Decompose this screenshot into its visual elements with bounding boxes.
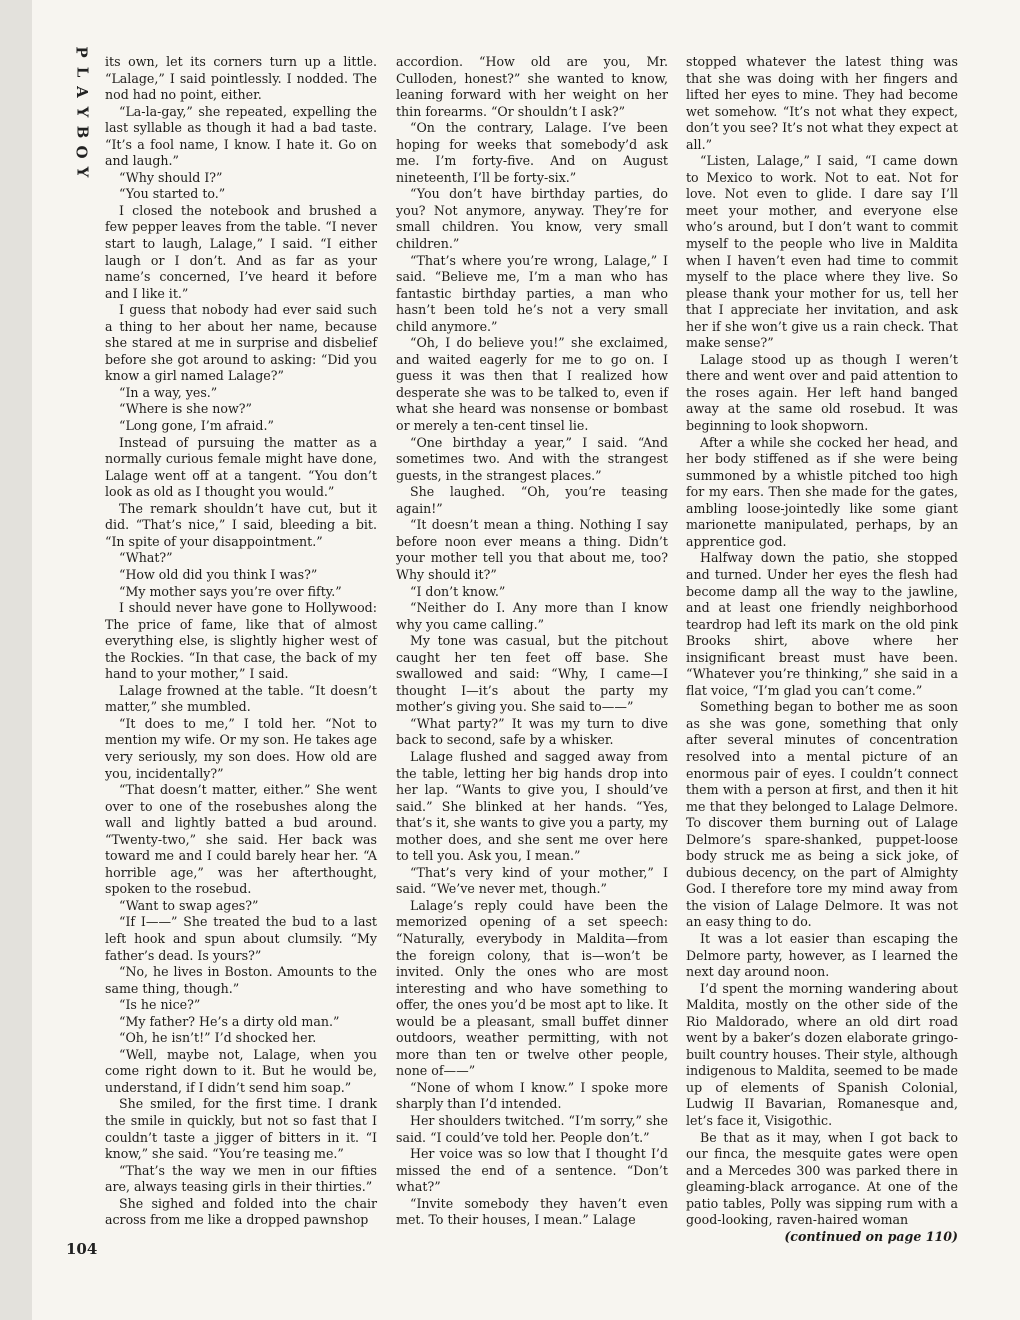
paragraph: I guess that nobody had ever said such a thing to her about her name, because she stared at me in surprise and disbelief before she got around to asking: “Did you know a girl named Lalage?” bbox=[105, 302, 377, 384]
paragraph: It was a lot easier than escaping the Delmore party, however, as I learned the next day around noon. bbox=[686, 930, 958, 980]
paragraph: “If I——” She treated the bud to a last left hook and spun about clumsily. “My father’s dead. Is yours?” bbox=[105, 914, 377, 963]
paragraph: Be that as it may, when I got back to our finca, the mesquite gates were open and a Mercedes 300 was parked there in gleaming-black arrogance. At one of the patio tables, Polly was sipping rum with a good-looking, raven-haired woman bbox=[686, 1129, 958, 1228]
brand-letter: Y bbox=[73, 106, 91, 118]
page-number: 104 bbox=[66, 1240, 98, 1258]
paragraph: “One birthday a year,” I said. “And sometimes two. And with the strangest guests, in the strangest places.” bbox=[396, 434, 668, 483]
brand-letter: A bbox=[72, 86, 91, 98]
paragraph: “Where is she now?” bbox=[119, 401, 252, 417]
paragraph: “Invite somebody they haven’t even met. To their houses, I mean.” Lalage bbox=[396, 1195, 668, 1228]
paragraph: Lalage stood up as though I weren’t there and went over and paid attention to the roses again. Her left hand banged away at the same old rosebud. It was beginning to look shopworn. bbox=[686, 351, 958, 434]
paragraph: “My mother says you’re over fifty.” bbox=[119, 583, 342, 599]
paragraph: She laughed. “Oh, you’re teasing again!” bbox=[396, 484, 668, 516]
paragraph: “Well, maybe not, Lalage, when you come right down to it. But he would be, understand, if I didn’t send him soap.” bbox=[105, 1046, 377, 1095]
paragraph: Lalage frowned at the table. “It doesn’t matter,” she mumbled. bbox=[105, 682, 377, 715]
paragraph: I’d spent the morning wandering about Maldita, mostly on the other side of the Rio Maldorado, where an old dirt road went by a baker’s dozen elaborate gringo-built country houses. Their style, although indigenous to Maldita, seemed to be made up of elements of Spanish Colonial, Ludwig II Bavarian, Romanesque and, let’s face it, Visigothic. bbox=[686, 980, 958, 1128]
brand-letter: L bbox=[72, 66, 91, 78]
paragraph: “Want to swap ages?” bbox=[119, 897, 259, 913]
paragraph: “Is he nice?” bbox=[119, 997, 201, 1013]
paragraph: “How old did you think I was?” bbox=[119, 566, 318, 582]
paragraph: accordion. “How old are you, Mr. Culloden, honest?” she wanted to know, leaning forward with her weight on her thin forearms. “Or shouldn’t I ask?” bbox=[396, 54, 668, 119]
brand-letter: B bbox=[73, 125, 91, 139]
paragraph: “You started to.” bbox=[119, 186, 226, 202]
paragraph: “Oh, he isn’t!” I’d shocked her. bbox=[119, 1030, 317, 1046]
brand-letter: P bbox=[73, 46, 91, 58]
paragraph: “Neither do I. Any more than I know why you came calling.” bbox=[396, 600, 668, 632]
paragraph: “Why should I?” bbox=[119, 169, 223, 185]
paragraph: stopped whatever the latest thing was that she was doing with her fingers and lifted her eyes to mine. They had become wet somehow. “It’s not what they expect, don’t you see? It’s not what they expect at all.” bbox=[686, 54, 958, 152]
paragraph: The remark shouldn’t have cut, but it did. “That’s nice,” I said, bleeding a bit. “In spite of your disappointment.” bbox=[105, 500, 377, 549]
magazine-brand-vertical bbox=[62, 42, 102, 182]
paragraph: “I don’t know.” bbox=[410, 583, 506, 599]
paragraph: “In a way, yes.” bbox=[119, 384, 218, 400]
paragraph: My tone was casual, but the pitchout caught her ten feet off base. She swallowed and said: “Why, I came—I thought I—it’s about the party my mother’s giving you. She said to——” bbox=[396, 633, 668, 715]
paragraph: “That doesn’t matter, either.” She went over to one of the rosebushes along the wall and lightly batted a bud around. “Twenty-two,” she said. Her back was toward me and I could barely hear her. “A horrible age,” was her afterthought, spoken to the rosebud. bbox=[105, 782, 377, 897]
brand-letter: Y bbox=[73, 166, 91, 178]
paragraph: “Listen, Lalage,” I said, “I came down to Mexico to work. Not to eat. Not for love. Not even to glide. I dare say I’ll meet your mother, and everyone else who’s around, but I don’t want to commit myself to the people who live in Maldita when I haven’t even had time to commit myself to the place where they live. So please thank your mother for us, tell her that I appreciate her invitation, and ask her if she won’t give us a rain check. That make sense?” bbox=[686, 153, 958, 351]
paragraph: “That’s where you’re wrong, Lalage,” I said. “Believe me, I’m a man who has fantastic birthday parties, a man who hasn’t been told he’s not a very small child anymore.” bbox=[396, 252, 668, 334]
paragraph: Her shoulders twitched. “I’m sorry,” she said. “I could’ve told her. People don’t.” bbox=[396, 1113, 668, 1145]
paragraph: “On the contrary, Lalage. I’ve been hoping for weeks that somebody’d ask me. I’m forty-five. And on August nineteenth, I’ll be forty-six.” bbox=[396, 120, 668, 185]
paragraph: “La-la-gay,” she repeated, expelling the last syllable as though it had a bad taste. “It’s a fool name, I know. I hate it. Go on and laugh.” bbox=[105, 103, 377, 169]
paragraph: I should never have gone to Hollywood: The price of fame, like that of almost everything else, is slightly higher west of the Rockies. “In that case, the back of my hand to your mother,” I said. bbox=[105, 600, 377, 682]
paragraph: “That’s very kind of your mother,” I said. “We’ve never met, though.” bbox=[396, 864, 668, 897]
paragraph: “What party?” It was my turn to dive back to second, safe by a whisker. bbox=[396, 715, 668, 748]
paragraph: “What?” bbox=[119, 550, 173, 566]
paragraph: “That’s the way we men in our fifties are, always teasing girls in their thirties.” bbox=[105, 1162, 377, 1195]
paragraph: Halfway down the patio, she stopped and turned. Under her eyes the flesh had become damp all the way to the jawline, and at least one friendly neighborhood teardrop had left its mark on the old pink Brooks shirt, above where her insignificant breast must have been. “Whatever you’re thinking,” she said in a flat voice, “I’m glad you can’t come.” bbox=[686, 550, 958, 698]
paragraph: She smiled, for the first time. I drank the smile in quickly, but not so fast that I couldn’t taste a jigger of bitters in it. “I know,” she said. “You’re teasing me.” bbox=[105, 1096, 377, 1162]
text-column-3 bbox=[686, 54, 958, 1245]
paragraph: “You don’t have birthday parties, do you? Not anymore, anyway. They’re for small children. You know, very small children.” bbox=[396, 186, 668, 252]
paragraph: I closed the notebook and brushed a few pepper leaves from the table. “I never start to laugh, Lalage,” I said. “I either laugh or I don’t. And as far as your name’s concerned, I’ve heard it before and I like it.” bbox=[105, 202, 377, 301]
paragraph: Something began to bother me as soon as she was gone, something that only after several minutes of concentration resolved into a mental picture of an enormous pair of eyes. I couldn’t connect them with a person at first, and then it hit me that they belonged to Lalage Delmore. To discover them burning out of Lalage Delmore’s spare-shanked, puppet-loose body struck me as being a sick joke, of dubious decency, on the part of Almighty God. I therefore tore my mind away from the vision of Lalage Delmore. It was not an easy thing to do. bbox=[686, 699, 958, 930]
paragraph: She sighed and folded into the chair across from me like a dropped pawnshop bbox=[105, 1195, 377, 1228]
text-column-2 bbox=[396, 54, 668, 1229]
paragraph: Lalage flushed and sagged away from the table, letting her big hands drop into her lap. “Wants to give you, I should’ve said.” She blinked at her hands. “Yes, that’s it, she wants to give you a party, my mother does, and she sent me over here to tell you. Ask you, I mean.” bbox=[396, 748, 668, 864]
paragraph: its own, let its corners turn up a little. “Lalage,” I said pointlessly. I nodded. The nod had no point, either. bbox=[105, 54, 377, 103]
paragraph: “My father? He’s a dirty old man.” bbox=[119, 1013, 340, 1029]
continuation-note: (continued on page 110) bbox=[784, 1228, 958, 1244]
brand-letter: O bbox=[72, 145, 91, 159]
paragraph: “None of whom I know.” I spoke more sharply than I’d intended. bbox=[396, 1079, 668, 1112]
paragraph: “It doesn’t mean a thing. Nothing I say before noon ever means a thing. Didn’t your mother tell you that about me, too? Why should it?” bbox=[396, 517, 668, 582]
text-column-1 bbox=[105, 54, 377, 1229]
paragraph: Her voice was so low that I thought I’d missed the end of a sentence. “Don’t what?” bbox=[396, 1146, 668, 1195]
paragraph: Instead of pursuing the matter as a normally curious female might have done, Lalage went off at a tangent. “You don’t look as old as I thought you would.” bbox=[105, 434, 377, 500]
paragraph: “It does to me,” I told her. “Not to mention my wife. Or my son. He takes age very seriously, my son does. How old are you, incidentally?” bbox=[105, 715, 377, 781]
paragraph: “Long gone, I’m afraid.” bbox=[119, 418, 274, 434]
paragraph: Lalage’s reply could have been the memorized opening of a set speech: “Naturally, everybody in Maldita—from the foreign colony, that is—won’t be invited. Only the ones who are most interesting and who have something to offer, the ones you’d be most apt to like. It would be a pleasant, small buffet dinner outdoors, weather permitting, with not more than ten or twelve other people, none of——” bbox=[396, 897, 668, 1079]
paragraph: “No, he lives in Boston. Amounts to the same thing, though.” bbox=[105, 964, 377, 996]
paragraph: After a while she cocked her head, and her body stiffened as if she were being summoned by a whistle pitched too high for my ears. Then she made for the gates, ambling loose-jointedly like some giant marionette manipulated, perhaps, by an apprentice god. bbox=[686, 434, 958, 549]
paragraph: “Oh, I do believe you!” she exclaimed, and waited eagerly for me to go on. I guess it was then that I realized how desperate she was to be talked to, even if what she heard was nonsense or bombast or merely a ten-cent tinsel lie. bbox=[396, 335, 668, 434]
